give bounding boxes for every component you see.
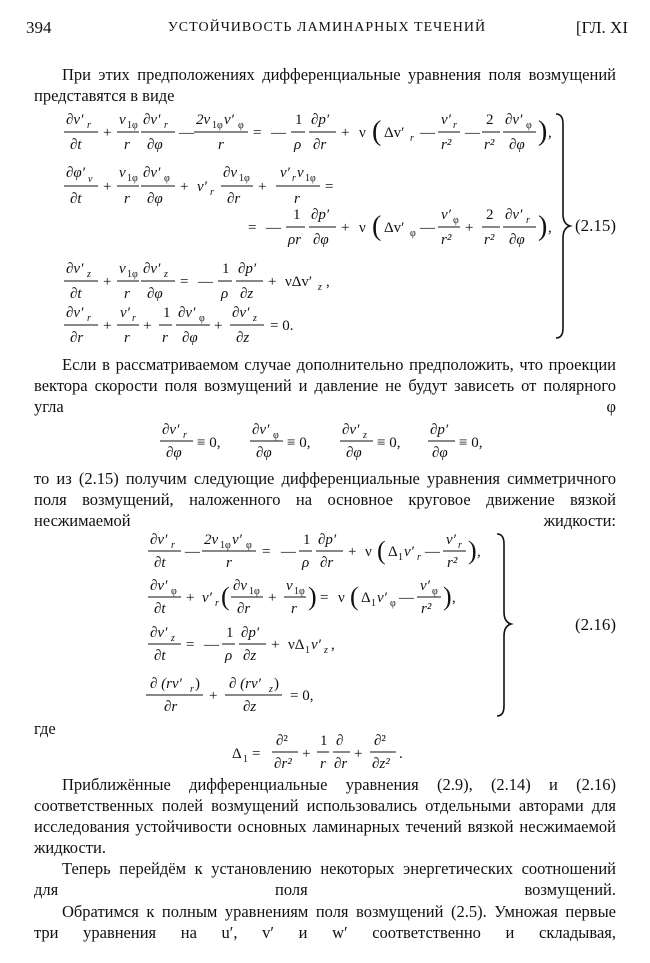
- svg-text:—: —: [271, 125, 286, 141]
- paragraph-approximate-equations: Приближённые дифференциальные уравнения (2.9), (2.14) и (2.16) соответственных полей возмущений использовались отдельными авторами для исследования устойчивости основных ламинарных течений вязкой несжимаемой жидкости.: [34, 775, 616, 857]
- right-brace: [497, 534, 511, 716]
- svg-text:1φ: 1φ: [212, 120, 223, 131]
- svg-text:+: +: [186, 590, 195, 606]
- eq-2-16-line-3: [148, 625, 335, 664]
- svg-text:r²: r²: [441, 232, 452, 248]
- svg-text:z: z: [324, 645, 328, 656]
- svg-text:r: r: [218, 137, 224, 153]
- svg-text:r: r: [124, 191, 130, 207]
- svg-text:—: —: [465, 125, 480, 141]
- svg-text:1: 1: [303, 532, 311, 548]
- svg-text:∂p′: ∂p′: [430, 422, 449, 438]
- svg-text:ρr: ρr: [288, 232, 302, 248]
- paragraph-symmetric-system: то из (2.15) получим следующие дифференциальные уравнения симметричного поля возмущений, наложенного на основное круговое движение вязкой несжимаемой жидкости:: [34, 469, 616, 530]
- svg-text:r: r: [292, 173, 296, 184]
- svg-text:1: 1: [222, 261, 230, 277]
- svg-text:∂t: ∂t: [70, 191, 82, 207]
- equation-system-2-15: [0, 106, 650, 346]
- svg-text:z: z: [318, 282, 322, 293]
- svg-text:r: r: [162, 330, 168, 346]
- svg-text:∂φ: ∂φ: [346, 445, 362, 461]
- svg-text:—: —: [425, 544, 440, 560]
- svg-text:∂r: ∂r: [227, 191, 241, 207]
- svg-text:v: v: [119, 261, 126, 277]
- svg-text:∂z²: ∂z²: [372, 756, 390, 772]
- eq-2-16-line-1: [148, 532, 481, 571]
- svg-text:φ: φ: [238, 120, 244, 131]
- svg-text:1φ: 1φ: [239, 173, 250, 184]
- right-brace: [556, 114, 570, 338]
- svg-text:Δ: Δ: [361, 590, 371, 606]
- svg-text:—: —: [281, 544, 296, 560]
- svg-text:v: v: [119, 112, 126, 128]
- svg-text:r: r: [171, 540, 175, 551]
- svg-text:∂v′: ∂v′: [162, 422, 180, 438]
- svg-text:Δ: Δ: [388, 544, 398, 560]
- svg-text:ν: ν: [359, 125, 366, 141]
- svg-text:z: z: [87, 269, 91, 280]
- svg-text:∂v′: ∂v′: [150, 532, 168, 548]
- svg-text:+: +: [302, 746, 311, 762]
- paragraph-assumption: Если в рассматриваемом случае дополнительно предположить, что проекции вектора скорости поля возмущений и давление не будут зависеть от полярного угла φ: [34, 355, 616, 416]
- svg-text:v′: v′: [441, 207, 451, 223]
- svg-text:φ: φ: [432, 586, 438, 597]
- svg-text:+: +: [354, 746, 363, 762]
- svg-text:=: =: [262, 544, 271, 560]
- svg-text:): ): [468, 536, 477, 565]
- svg-text:v: v: [119, 165, 126, 181]
- svg-text:): ): [195, 676, 200, 692]
- svg-text:.: .: [399, 746, 403, 762]
- svg-text:+: +: [258, 179, 267, 195]
- svg-text:+: +: [341, 220, 350, 236]
- svg-text:1: 1: [295, 112, 303, 128]
- svg-text:∂v′: ∂v′: [150, 578, 168, 594]
- svg-text:1: 1: [226, 625, 234, 641]
- svg-text:∂r: ∂r: [334, 756, 348, 772]
- svg-text:∂²: ∂²: [276, 733, 288, 749]
- svg-text:2: 2: [486, 112, 494, 128]
- svg-text:r: r: [124, 330, 130, 346]
- eq-2-16-line-4: [146, 676, 313, 715]
- svg-text:+: +: [143, 318, 152, 334]
- svg-text:1: 1: [243, 754, 248, 765]
- svg-text:ρ: ρ: [294, 137, 302, 153]
- svg-text:v′: v′: [446, 532, 456, 548]
- svg-text:v′: v′: [420, 578, 430, 594]
- svg-text:+: +: [103, 318, 112, 334]
- svg-text:∂v′: ∂v′: [178, 305, 196, 321]
- svg-text:∂r: ∂r: [237, 601, 251, 617]
- svg-text:∂φ: ∂φ: [147, 137, 163, 153]
- eq-2-15-line-5: [64, 305, 293, 346]
- svg-text:∂v′: ∂v′: [252, 422, 270, 438]
- svg-text:v′: v′: [197, 179, 207, 195]
- svg-text:φ: φ: [453, 215, 459, 226]
- eq-2-15-line-4: [64, 261, 330, 302]
- svg-text:r: r: [453, 120, 457, 131]
- svg-text:2: 2: [486, 207, 494, 223]
- svg-text:1φ: 1φ: [294, 586, 305, 597]
- svg-text:r: r: [132, 313, 136, 324]
- svg-text:∂z: ∂z: [240, 286, 254, 302]
- svg-text:r: r: [124, 286, 130, 302]
- svg-text:1: 1: [163, 305, 171, 321]
- svg-text:Δ: Δ: [232, 746, 242, 762]
- svg-text:): ): [274, 676, 279, 692]
- svg-text:∂v′: ∂v′: [143, 261, 161, 277]
- svg-text:r: r: [417, 552, 421, 563]
- svg-text:=: =: [186, 637, 195, 653]
- svg-text:r: r: [320, 756, 326, 772]
- svg-text:): ): [538, 211, 548, 242]
- svg-text:r: r: [410, 133, 414, 144]
- svg-text:r: r: [294, 191, 300, 207]
- svg-text:∂v′: ∂v′: [150, 625, 168, 641]
- svg-text:z: z: [171, 633, 175, 644]
- svg-text:1φ: 1φ: [127, 120, 138, 131]
- svg-text:): ): [538, 116, 548, 147]
- svg-text:+: +: [103, 179, 112, 195]
- svg-text:∂p′: ∂p′: [311, 112, 330, 128]
- svg-text:∂v′: ∂v′: [232, 305, 250, 321]
- svg-text:v′: v′: [311, 637, 321, 653]
- svg-text:1φ: 1φ: [249, 586, 260, 597]
- svg-text:∂φ: ∂φ: [166, 445, 182, 461]
- svg-text:Δv′: Δv′: [384, 220, 405, 236]
- svg-text:r: r: [190, 684, 194, 695]
- svg-text:,: ,: [548, 220, 552, 236]
- svg-text:1: 1: [320, 733, 328, 749]
- svg-text:∂: ∂: [336, 733, 344, 749]
- svg-text:∂t: ∂t: [154, 555, 166, 571]
- svg-text:φ: φ: [273, 430, 279, 441]
- svg-text:=: =: [253, 125, 262, 141]
- svg-text:∂z: ∂z: [243, 648, 257, 664]
- svg-text:r: r: [210, 187, 214, 198]
- svg-text:r: r: [458, 540, 462, 551]
- svg-text:—: —: [420, 125, 435, 141]
- svg-text:r: r: [164, 120, 168, 131]
- where-word: где: [34, 719, 56, 738]
- svg-text:+: +: [103, 125, 112, 141]
- svg-text:∂φ: ∂φ: [147, 191, 163, 207]
- svg-text:r: r: [226, 555, 232, 571]
- svg-text:+: +: [341, 125, 350, 141]
- svg-text:r²: r²: [484, 137, 495, 153]
- equation-label-2-16: (2.16): [575, 615, 617, 634]
- svg-text:,: ,: [477, 544, 481, 560]
- svg-text:v′: v′: [224, 112, 234, 128]
- svg-text:+: +: [268, 274, 277, 290]
- svg-text:r: r: [183, 430, 187, 441]
- svg-text:(: (: [372, 211, 382, 242]
- svg-text:φ: φ: [199, 313, 205, 324]
- svg-text:—: —: [420, 220, 435, 236]
- svg-text:v′: v′: [280, 165, 290, 181]
- svg-text:ν: ν: [359, 220, 366, 236]
- eq-2-15-line-1: [64, 112, 552, 153]
- svg-text:∂²: ∂²: [374, 733, 386, 749]
- svg-text:r²: r²: [484, 232, 495, 248]
- svg-text:z: z: [164, 269, 168, 280]
- svg-text:1φ: 1φ: [220, 540, 231, 551]
- svg-text:v′: v′: [232, 532, 242, 548]
- svg-text:—: —: [266, 220, 281, 236]
- svg-text:=: =: [320, 590, 329, 606]
- svg-text:+: +: [268, 590, 277, 606]
- paragraph-intro: При этих предположениях дифференциальные уравнения поля возмущений представятся в виде: [34, 65, 616, 105]
- svg-text:∂φ: ∂φ: [256, 445, 272, 461]
- svg-text:r: r: [215, 598, 219, 609]
- svg-text:r: r: [124, 137, 130, 153]
- svg-text:v′: v′: [377, 590, 387, 606]
- svg-text:(: (: [221, 582, 230, 611]
- paragraph-energy-relations: Теперь перейдём к установлению некоторых энергетических соотношений для поля возмущений.: [34, 859, 616, 899]
- svg-text:v: v: [88, 174, 93, 185]
- svg-text:v: v: [286, 578, 293, 594]
- svg-text:∂p′: ∂p′: [318, 532, 337, 548]
- svg-text:∂z: ∂z: [243, 699, 257, 715]
- paragraph-full-equations: Обратимся к полным уравнениям поля возмущений (2.5). Умножая первые три уравнения на u′, v′ и w′ соответственно и складывая,: [34, 902, 616, 942]
- svg-text:1φ: 1φ: [127, 173, 138, 184]
- svg-text:= 0,: = 0,: [290, 688, 314, 704]
- svg-text:φ: φ: [390, 598, 396, 609]
- svg-text:r: r: [526, 215, 530, 226]
- svg-text:∂φ′: ∂φ′: [66, 165, 85, 181]
- svg-text:—: —: [198, 274, 213, 290]
- svg-text:∂v: ∂v: [233, 578, 248, 594]
- svg-text:∂v′: ∂v′: [66, 305, 84, 321]
- chapter-mark: [ГЛ. XI: [575, 18, 628, 37]
- svg-text:∂φ: ∂φ: [432, 445, 448, 461]
- svg-text:∂t: ∂t: [154, 601, 166, 617]
- svg-text:,: ,: [548, 125, 552, 141]
- svg-text:∂v′: ∂v′: [505, 207, 523, 223]
- svg-text:+: +: [271, 637, 280, 653]
- svg-text:∂r: ∂r: [320, 555, 334, 571]
- svg-text:v′: v′: [120, 305, 130, 321]
- svg-text:∂r: ∂r: [164, 699, 178, 715]
- svg-text:∂φ: ∂φ: [182, 330, 198, 346]
- svg-text:(: (: [372, 116, 382, 147]
- svg-text:φ: φ: [410, 228, 416, 239]
- running-title: УСТОЙЧИВОСТЬ ЛАМИНАРНЫХ ТЕЧЕНИЙ: [167, 20, 487, 35]
- svg-text:Δv′: Δv′: [384, 125, 405, 141]
- svg-text:∂r²: ∂r²: [274, 756, 292, 772]
- svg-text:1: 1: [305, 645, 310, 656]
- svg-text:): ): [443, 582, 452, 611]
- svg-text:∂ (rv′: ∂ (rv′: [150, 676, 182, 692]
- svg-text:+: +: [465, 220, 474, 236]
- equation-label-2-15: (2.15): [575, 216, 617, 235]
- svg-text:r²: r²: [421, 601, 432, 617]
- svg-text:∂v′: ∂v′: [143, 165, 161, 181]
- svg-text:—: —: [185, 544, 200, 560]
- eq-2-15-line-3: [248, 207, 552, 248]
- svg-text:∂p′: ∂p′: [311, 207, 330, 223]
- svg-text:ρ: ρ: [221, 286, 229, 302]
- svg-text:+: +: [214, 318, 223, 334]
- svg-text:2v: 2v: [204, 532, 219, 548]
- svg-text:(: (: [377, 536, 386, 565]
- svg-text:—: —: [399, 590, 414, 606]
- svg-text:+: +: [209, 688, 218, 704]
- svg-text:∂p′: ∂p′: [238, 261, 257, 277]
- svg-text:≡ 0,: ≡ 0,: [197, 435, 221, 451]
- svg-text:∂r: ∂r: [313, 137, 327, 153]
- svg-text:∂v′: ∂v′: [143, 112, 161, 128]
- svg-text:v′: v′: [441, 112, 451, 128]
- svg-text:): ): [308, 582, 317, 611]
- svg-text:ρ: ρ: [302, 555, 310, 571]
- svg-text:∂v′: ∂v′: [342, 422, 360, 438]
- svg-text:,: ,: [326, 274, 330, 290]
- svg-text:—: —: [179, 125, 194, 141]
- svg-text:v′: v′: [404, 544, 414, 560]
- svg-text:=: =: [180, 274, 189, 290]
- svg-text:∂v: ∂v: [223, 165, 238, 181]
- svg-text:∂v′: ∂v′: [505, 112, 523, 128]
- svg-text:,: ,: [452, 590, 456, 606]
- svg-text:≡ 0,: ≡ 0,: [287, 435, 311, 451]
- svg-text:1: 1: [398, 552, 403, 563]
- svg-text:∂φ: ∂φ: [509, 232, 525, 248]
- svg-text:∂φ: ∂φ: [147, 286, 163, 302]
- svg-text:νΔv′: νΔv′: [285, 274, 313, 290]
- svg-text:1φ: 1φ: [305, 173, 316, 184]
- svg-text:1φ: 1φ: [127, 269, 138, 280]
- svg-text:(: (: [350, 582, 359, 611]
- svg-text:,: ,: [331, 637, 335, 653]
- svg-text:r²: r²: [447, 555, 458, 571]
- svg-text:1: 1: [371, 598, 376, 609]
- svg-text:∂t: ∂t: [70, 286, 82, 302]
- svg-text:ρ: ρ: [225, 648, 233, 664]
- equation-symmetry-conditions: [0, 418, 650, 462]
- svg-text:≡ 0,: ≡ 0,: [459, 435, 483, 451]
- svg-text:z: z: [269, 684, 273, 695]
- svg-text:∂ (rv′: ∂ (rv′: [229, 676, 261, 692]
- svg-text:∂t: ∂t: [70, 137, 82, 153]
- svg-text:φ: φ: [164, 173, 170, 184]
- svg-text:ν: ν: [338, 590, 345, 606]
- svg-text:∂z: ∂z: [236, 330, 250, 346]
- svg-text:φ: φ: [246, 540, 252, 551]
- svg-text:∂φ: ∂φ: [509, 137, 525, 153]
- svg-text:v′: v′: [202, 590, 212, 606]
- svg-text:ν: ν: [365, 544, 372, 560]
- svg-text:= 0.: = 0.: [270, 318, 294, 334]
- svg-text:+: +: [348, 544, 357, 560]
- svg-text:∂v′: ∂v′: [66, 112, 84, 128]
- equation-laplace-operator: [0, 730, 650, 774]
- svg-text:∂p′: ∂p′: [241, 625, 260, 641]
- svg-text:∂φ: ∂φ: [313, 232, 329, 248]
- svg-text:φ: φ: [526, 120, 532, 131]
- svg-text:=: =: [248, 220, 257, 236]
- eq-2-16-line-2: [148, 578, 456, 617]
- equation-system-2-16: [0, 528, 650, 722]
- svg-text:—: —: [204, 637, 219, 653]
- svg-text:z: z: [363, 430, 367, 441]
- svg-text:∂v′: ∂v′: [66, 261, 84, 277]
- svg-text:r²: r²: [441, 137, 452, 153]
- svg-text:φ: φ: [171, 586, 177, 597]
- svg-text:=: =: [325, 179, 334, 195]
- eq-2-15-line-2: [64, 165, 333, 207]
- svg-text:r: r: [87, 120, 91, 131]
- svg-text:1: 1: [293, 207, 301, 223]
- svg-text:∂r: ∂r: [70, 330, 84, 346]
- svg-text:r: r: [87, 313, 91, 324]
- svg-text:2v: 2v: [196, 112, 211, 128]
- svg-text:νΔ: νΔ: [288, 637, 305, 653]
- svg-text:+: +: [180, 179, 189, 195]
- svg-text:∂t: ∂t: [154, 648, 166, 664]
- svg-text:z: z: [253, 313, 257, 324]
- page-number: 394: [26, 18, 52, 37]
- svg-text:+: +: [103, 274, 112, 290]
- running-header: [26, 18, 628, 42]
- svg-text:≡ 0,: ≡ 0,: [377, 435, 401, 451]
- svg-text:v: v: [297, 165, 304, 181]
- svg-text:r: r: [291, 601, 297, 617]
- svg-text:=: =: [252, 746, 261, 762]
